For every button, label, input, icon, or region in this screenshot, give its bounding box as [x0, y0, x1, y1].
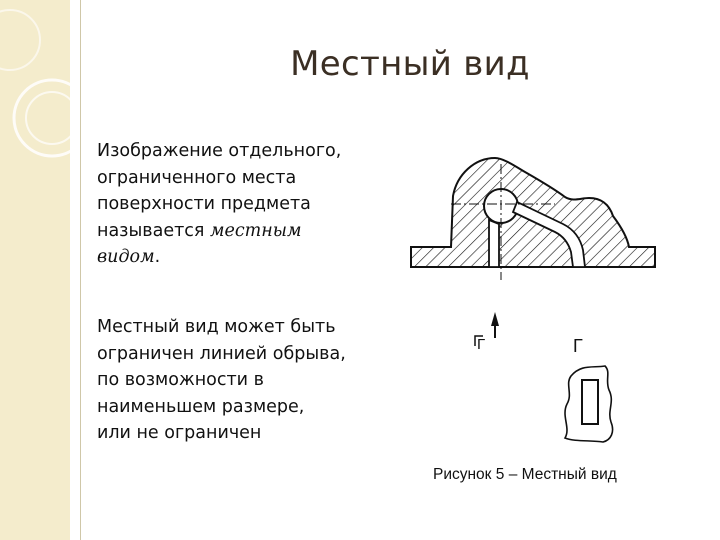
definition-line-4 — [97, 218, 397, 245]
definition-line-3: поверхности предмета — [97, 194, 311, 214]
term-word-2: видом — [97, 247, 155, 267]
local-view — [565, 366, 613, 442]
view-direction-arrow — [491, 312, 499, 338]
definition-line-5 — [97, 244, 397, 271]
view-letter: Г — [573, 336, 583, 356]
technical-drawing — [405, 140, 665, 450]
part-section-view — [411, 158, 655, 280]
note-paragraph — [97, 314, 397, 447]
local-view-slot — [582, 380, 598, 424]
definition-line-5-suffix: . — [154, 247, 161, 267]
definition-line-4-prefix: называется — [97, 220, 210, 241]
figure-caption: Рисунок 5 – Местный вид — [433, 466, 617, 483]
section-letter: Г — [477, 336, 486, 353]
definition-paragraph — [97, 138, 397, 271]
definition-line-2: ограниченного места — [97, 167, 297, 188]
vertical-channel — [489, 220, 499, 267]
term-word-1: местным — [210, 220, 302, 241]
decorative-circles — [0, 0, 80, 540]
note-line-1: Местный вид может быть — [97, 317, 336, 337]
definition-line-1: Изображение отдельного, — [97, 141, 342, 161]
note-line-2: ограничен линией обрыва, — [97, 343, 346, 364]
note-line-4: наименьшем размере, — [97, 396, 305, 417]
side-rule — [80, 0, 81, 540]
slide-title: Местный вид — [290, 44, 530, 84]
note-line-3: по возможности в — [97, 370, 264, 390]
note-line-5: или не ограничен — [97, 423, 262, 443]
